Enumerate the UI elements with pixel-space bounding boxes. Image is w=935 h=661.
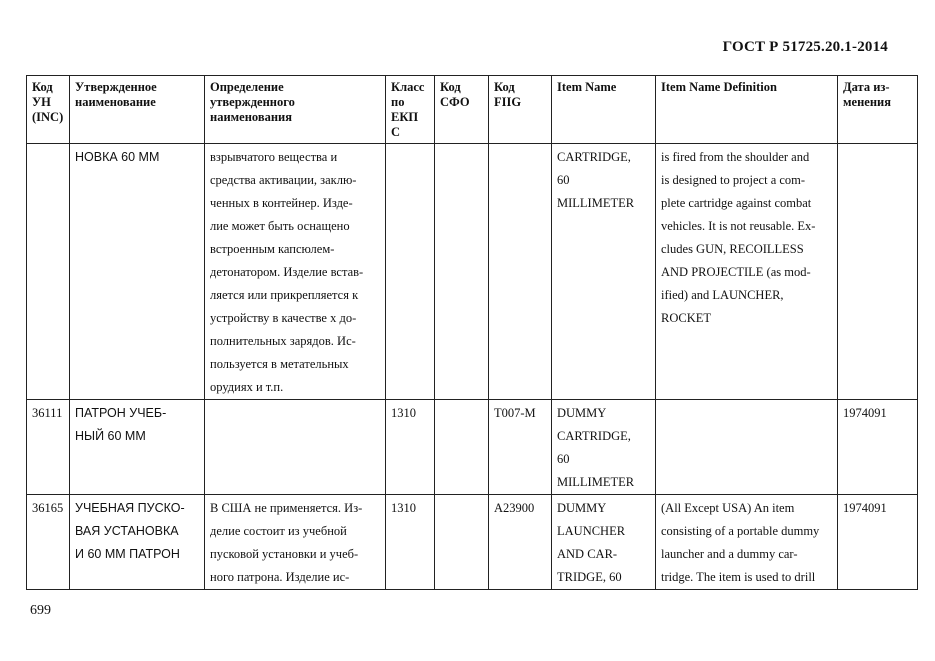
text-line: MILLIMETER [557, 475, 635, 489]
table-row [27, 400, 918, 495]
text-line: Item Name Definition [661, 80, 777, 94]
cell-fiig-code [489, 144, 552, 400]
text-line: DUMMY [557, 501, 607, 515]
cell-sfo-code [435, 495, 489, 590]
text-line: по [391, 95, 405, 109]
text-line: Определение [210, 80, 284, 94]
text-line: AND CAR- [557, 547, 618, 561]
text-line: наименование [75, 95, 156, 109]
cell-sfo-code [435, 144, 489, 400]
text-line: СФО [440, 95, 470, 109]
text-line: утвержденного [210, 95, 295, 109]
text-line: ного патрона. Изделие ис- [210, 570, 350, 584]
text-line: Класс [391, 80, 425, 94]
cell-name-definition [205, 144, 386, 400]
header-name-definition [205, 76, 386, 144]
text-line: LAUNCHER [557, 524, 626, 538]
text-line: взрывчатого вещества и [210, 150, 338, 164]
text-line: plete cartridge against combat [661, 196, 812, 210]
header-fiig-code [489, 76, 552, 144]
table-header-row [27, 76, 918, 144]
cell-approved-name [70, 144, 205, 400]
text-line: Код [494, 80, 515, 94]
text-line: launcher and a dummy car- [661, 547, 798, 561]
text-line: cludes GUN, RECOILLESS [661, 242, 804, 256]
text-line: is fired from the shoulder and [661, 150, 810, 164]
cell-inc: 36165 [27, 495, 70, 590]
text-line: делие состоит из учебной [210, 524, 347, 538]
text-line: Код [32, 80, 53, 94]
cell-class [386, 144, 435, 400]
cell-item-name [552, 144, 656, 400]
text-line: средства активации, заклю- [210, 173, 357, 187]
text-line: С [391, 125, 401, 139]
page-number: 699 [30, 603, 51, 618]
text-line: Код [440, 80, 461, 94]
cell-fiig-code: T007-M [489, 400, 552, 495]
text-line: (INC) [32, 110, 64, 124]
cell-fiig-code: A23900 [489, 495, 552, 590]
cell-class: 1310 [386, 400, 435, 495]
cell-change-date: 1974091 [838, 495, 918, 590]
text-line: орудиях и т.п. [210, 380, 284, 394]
text-line: И 60 ММ ПАТРОН [75, 547, 180, 561]
cell-item-name-definition [656, 495, 838, 590]
header-change-date [838, 76, 918, 144]
text-line: полнительных зарядов. Ис- [210, 334, 356, 348]
text-line: is designed to project a com- [661, 173, 806, 187]
text-line: ROCKET [661, 311, 711, 325]
cell-item-name [552, 400, 656, 495]
text-line: ВАЯ УСТАНОВКА [75, 524, 179, 538]
text-line: УН [32, 95, 51, 109]
text-line: лие может быть оснащено [210, 219, 350, 233]
text-line: ified) and LAUNCHER, [661, 288, 784, 302]
cell-approved-name [70, 400, 205, 495]
text-line: vehicles. It is not reusable. Ex- [661, 219, 816, 233]
text-line: 60 [557, 173, 570, 187]
text-line: УЧЕБНАЯ ПУСКО- [75, 501, 185, 515]
text-line: CARTRIDGE, [557, 429, 631, 443]
cell-change-date [838, 144, 918, 400]
text-line: НОВКА 60 ММ [75, 150, 160, 164]
cell-inc: 36111 [27, 400, 70, 495]
text-line: наименования [210, 110, 293, 124]
text-line: В США не применяется. Из- [210, 501, 363, 515]
text-line: пусковой установки и учеб- [210, 547, 359, 561]
text-line: Дата из- [843, 80, 890, 94]
text-line: Утвержденное [75, 80, 157, 94]
text-line: менения [843, 95, 891, 109]
text-line: CARTRIDGE, [557, 150, 631, 164]
text-line: TRIDGE, 60 [557, 570, 622, 584]
cell-approved-name [70, 495, 205, 590]
text-line: ПАТРОН УЧЕБ- [75, 406, 167, 420]
catalog-table [26, 75, 918, 590]
cell-item-name-definition [656, 400, 838, 495]
cell-name-definition [205, 400, 386, 495]
text-line: ляется или прикрепляется к [210, 288, 359, 302]
cell-class: 1310 [386, 495, 435, 590]
text-line: FIIG [494, 95, 522, 109]
text-line: Item Name [557, 80, 617, 94]
header-sfo-code [435, 76, 489, 144]
text-line: пользуется в метательных [210, 357, 349, 371]
text-line: MILLIMETER [557, 196, 635, 210]
text-line: consisting of a portable dummy [661, 524, 820, 538]
text-line: НЫЙ 60 ММ [75, 429, 146, 443]
text-line: AND PROJECTILE (as mod- [661, 265, 811, 279]
text-line: DUMMY [557, 406, 607, 420]
document-title: ГОСТ Р 51725.20.1-2014 [722, 39, 888, 55]
text-line: ЕКП [391, 110, 419, 124]
cell-change-date: 1974091 [838, 400, 918, 495]
cell-item-name [552, 495, 656, 590]
text-line: детонатором. Изделие встав- [210, 265, 364, 279]
cell-name-definition [205, 495, 386, 590]
header-item-name-definition [656, 76, 838, 144]
header-class [386, 76, 435, 144]
table-row [27, 495, 918, 590]
header-approved-name [70, 76, 205, 144]
text-line: (All Except USA) An item [661, 501, 795, 515]
header-item-name [552, 76, 656, 144]
text-line: устройству в качестве х до- [210, 311, 357, 325]
table-row [27, 144, 918, 400]
cell-inc [27, 144, 70, 400]
cell-item-name-definition [656, 144, 838, 400]
text-line: ченных в контейнер. Изде- [210, 196, 353, 210]
header-inc [27, 76, 70, 144]
text-line: 60 [557, 452, 570, 466]
text-line: встроенным капсюлем- [210, 242, 335, 256]
cell-sfo-code [435, 400, 489, 495]
text-line: tridge. The item is used to drill [661, 570, 816, 584]
